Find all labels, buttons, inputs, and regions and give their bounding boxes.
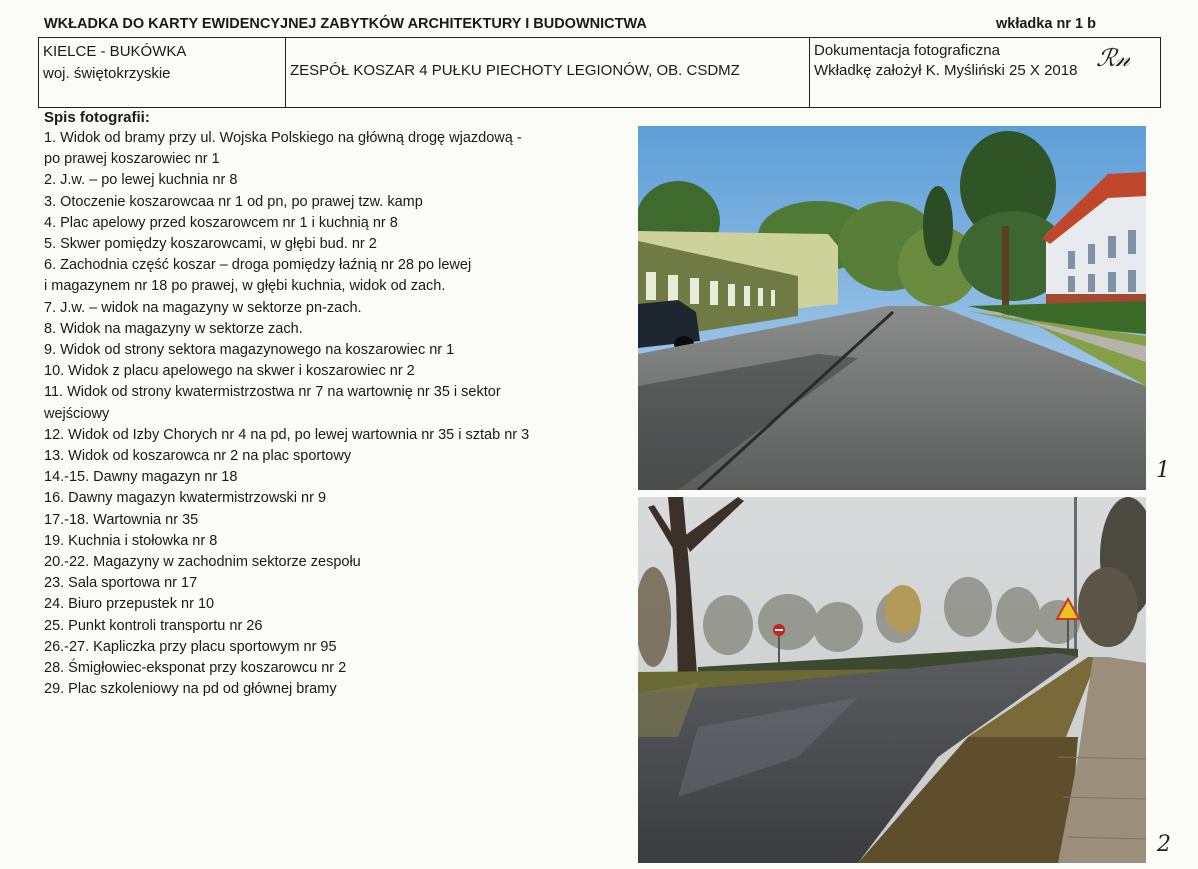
photo-list-item: 9. Widok od strony sektora magazynowego na koszarowiec nr 1 [44, 342, 455, 359]
info-table [38, 37, 1161, 108]
object-cell [286, 38, 810, 107]
photo-list-item: 4. Plac apelowy przed koszarowcem nr 1 i kuchnią nr 8 [44, 214, 398, 231]
photo-list-item: 26.-27. Kapliczka przy placu sportowym nr 95 [44, 638, 337, 655]
photo-list-item: i magazynem nr 18 po prawej, w głębi kuchnia, widok od zach. [44, 278, 446, 295]
photo-list-item: 11. Widok od strony kwatermistrzostwa nr 7 na wartownię nr 35 i sektor [44, 384, 501, 401]
photo-list-item: 16. Dawny magazyn kwatermistrzowski nr 9 [44, 490, 327, 507]
photo-2-number: 2 [1157, 832, 1171, 857]
photo-list-item: 7. J.w. – widok na magazyny w sektorze pn-zach. [44, 299, 362, 316]
form-title: WKŁADKA DO KARTY EWIDENCYJNEJ ZABYTKÓW ARCHITEKTURY I BUDOWNICTWA [44, 16, 647, 32]
documentation-cell [810, 38, 1160, 107]
photo-list-item: 2. J.w. – po lewej kuchnia nr 8 [44, 172, 238, 189]
object-name: ZESPÓŁ KOSZAR 4 PUŁKU PIECHOTY LEGIONÓW, OB. CSDMZ [290, 62, 740, 79]
photo-list-item: 23. Sala sportowa nr 17 [44, 575, 198, 592]
photo-list-item: 24. Biuro przepustek nr 10 [44, 596, 215, 613]
photo-list-item: 6. Zachodnia część koszar – droga pomiędzy łaźnią nr 28 po lewej [44, 257, 472, 274]
photo-list-title: Spis fotografii: [44, 109, 150, 126]
photo-list-item: wejściowy [44, 405, 110, 422]
province: woj. świętokrzyskie [43, 65, 171, 82]
photo-list-item: 13. Widok od koszarowca nr 2 na plac sportowy [44, 448, 352, 465]
photo-list-item: 10. Widok z placu apelowego na skwer i koszarowiec nr 2 [44, 363, 415, 380]
photo-2-image [638, 497, 1146, 863]
location-cell [39, 38, 286, 107]
photo-list-item: 1. Widok od bramy przy ul. Wojska Polskiego na główną drogę wjazdową - [44, 130, 522, 146]
photo-list-item: po prawej koszarowiec nr 1 [44, 151, 220, 168]
photo-1 [638, 126, 1146, 490]
photo-list-item: 8. Widok na magazyny w sektorze zach. [44, 320, 303, 337]
photo-list-item: 3. Otoczenie koszarowcaa nr 1 od pn, po prawej tzw. kamp [44, 193, 423, 210]
photo-list-item: 20.-22. Magazyny w zachodnim sektorze zespołu [44, 554, 361, 571]
photo-list-item: 14.-15. Dawny magazyn nr 18 [44, 469, 238, 486]
documentation-type: Dokumentacja fotograficzna [814, 42, 1000, 59]
photo-list-item: 29. Plac szkoleniowy na pd od głównej bramy [44, 681, 337, 698]
photo-list [44, 128, 604, 700]
photo-list-item: 25. Punkt kontroli transportu nr 26 [44, 617, 263, 634]
photo-list-item: 5. Skwer pomiędzy koszarowcami, w głębi bud. nr 2 [44, 236, 377, 253]
photo-1-number: 1 [1156, 458, 1170, 483]
handwritten-signature: ℛ𝓃 [1095, 44, 1133, 72]
insert-number: wkładka nr 1 b [996, 16, 1096, 32]
photo-list-item: 19. Kuchnia i stołowka nr 8 [44, 532, 218, 549]
photo-list-item: 12. Widok od Izby Chorych nr 4 na pd, po lewej wartownia nr 35 i sztab nr 3 [44, 426, 530, 443]
photo-2 [638, 497, 1146, 863]
location: KIELCE - BUKÓWKA [43, 43, 187, 60]
photo-list-item: 17.-18. Wartownia nr 35 [44, 511, 199, 528]
photo-list-item: 28. Śmigłowiec-eksponat przy koszarowcu nr 2 [44, 660, 347, 677]
author-line: Wkładkę założył K. Myśliński 25 X 2018 [814, 62, 1078, 79]
photo-1-image [638, 126, 1146, 490]
